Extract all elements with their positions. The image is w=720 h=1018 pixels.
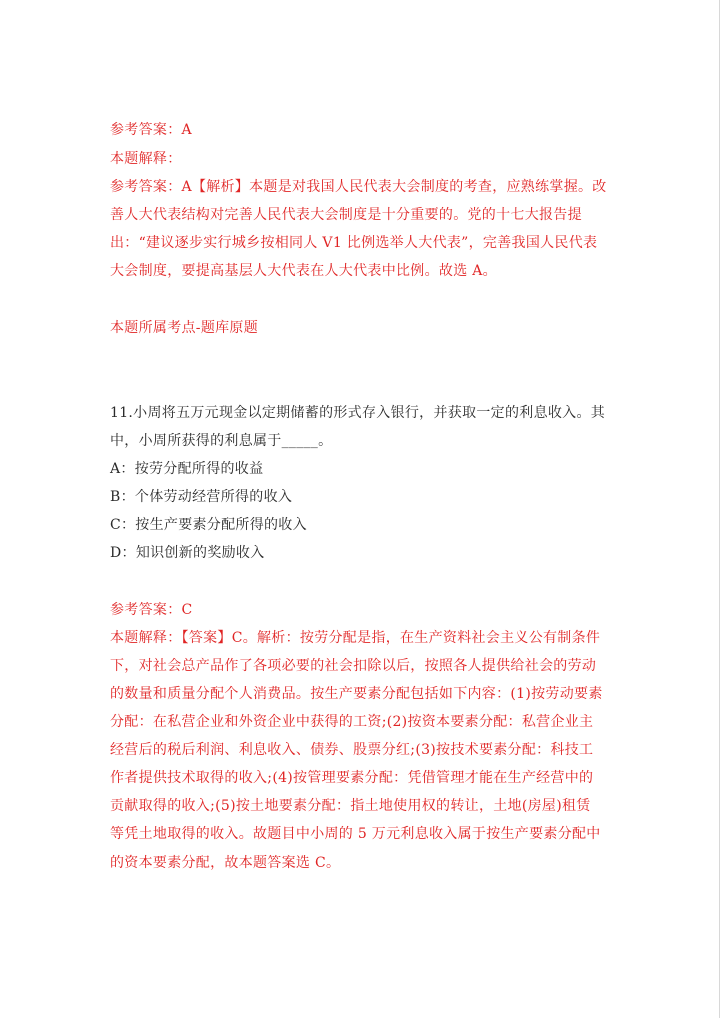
- q10-explanation-line: 参考答案：A【解析】本题是对我国人民代表大会制度的考查，应熟练掌握。改: [110, 179, 607, 195]
- q11-explanation-line: 作者提供技术取得的收入;(4)按管理要素分配：凭借管理才能在生产经营中的: [110, 770, 594, 786]
- q11-explanation-line: 本题解释：【答案】C。解析：按劳分配是指，在生产资料社会主义公有制条件: [110, 630, 601, 646]
- q10-explanation-title: 本题解释：: [110, 151, 182, 167]
- q10-source-note: 本题所属考点-题库原题: [110, 320, 259, 336]
- q11-explanation-line: 贡献取得的收入;(5)按土地要素分配：指土地使用权的转让，土地(房屋)租赁: [110, 798, 591, 814]
- q11-explanation-line: 的数量和质量分配个人消费品。按生产要素分配包括如下内容：(1)按劳动要素: [110, 686, 603, 702]
- q11-stem-line: 11.小周将五万元现金以定期储蓄的形式存入银行，并获取一定的利息收入。其: [110, 405, 606, 421]
- q11-option-b: B：个体劳动经营所得的收入: [110, 489, 293, 505]
- q11-explanation-line: 等凭土地取得的收入。故题目中小周的 5 万元利息收入属于按生产要素分配中: [110, 826, 601, 842]
- q11-explanation-line: 分配：在私营企业和外资企业中获得的工资;(2)按资本要素分配：私营企业主: [110, 714, 594, 730]
- q10-explanation-line: 出：“建议逐步实行城乡按相同人 V1 比例选举人大代表”，完善我国人民代表: [110, 235, 598, 251]
- q10-explanation-line: 善人大代表结构对完善人民代表大会制度是十分重要的。党的十七大报告提: [110, 207, 582, 223]
- q11-option-d: D：知识创新的奖励收入: [110, 545, 265, 561]
- q11-explanation-line: 经营后的税后利润、利息收入、债券、股票分红;(3)按技术要素分配：科技工: [110, 742, 594, 758]
- q10-answer: 参考答案：A: [110, 122, 192, 138]
- q11-option-a: A：按劳分配所得的收益: [110, 461, 264, 477]
- q11-stem-line: 中，小周所获得的利息属于_____。: [110, 433, 333, 449]
- q11-answer: 参考答案：C: [110, 602, 193, 618]
- q11-option-c: C：按生产要素分配所得的收入: [110, 517, 307, 533]
- q11-explanation-line: 下，对社会总产品作了各项必要的社会扣除以后，按照各人提供给社会的劳动: [110, 658, 597, 674]
- q10-explanation-line: 大会制度，要提高基层人大代表在人大代表中比例。故选 A。: [110, 263, 497, 279]
- q11-explanation-line: 的资本要素分配，故本题答案选 C。: [110, 855, 341, 871]
